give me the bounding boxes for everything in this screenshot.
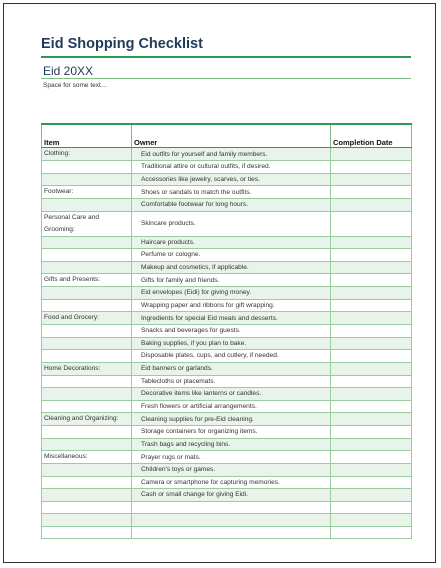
completion-date-cell[interactable] [331,489,412,502]
column-header-completion-date: Completion Date [331,124,412,148]
completion-date-cell[interactable] [331,211,412,236]
completion-date-cell[interactable] [331,501,412,514]
completion-date-cell[interactable] [331,337,412,350]
completion-date-cell[interactable] [331,148,412,161]
table-row [42,451,412,464]
completion-date-cell[interactable] [331,413,412,426]
table-row [42,501,412,514]
checklist-table [41,123,412,539]
column-header-owner: Owner [132,124,331,148]
table-row [42,489,412,502]
item-cell: Personal Care and Grooming: [42,211,132,236]
table-row [42,148,412,161]
item-cell [42,501,132,514]
table-row [42,261,412,274]
table-row [42,186,412,199]
owner-cell: Tablecloths or placemats. [132,375,331,388]
owner-cell: Comfortable footwear for long hours. [132,199,331,212]
owner-cell: Trash bags and recycling bins. [132,438,331,451]
completion-date-cell[interactable] [331,526,412,539]
table-row [42,211,412,236]
table-row [42,526,412,539]
completion-date-cell[interactable] [331,312,412,325]
item-cell [42,173,132,186]
owner-cell: Fresh flowers or artificial arrangements. [132,400,331,413]
item-cell [42,476,132,489]
owner-cell: Disposable plates, cups, and cutlery, if needed. [132,350,331,363]
owner-cell [132,501,331,514]
item-cell [42,261,132,274]
table-row [42,350,412,363]
item-cell [42,199,132,212]
item-cell: Clothing: [42,148,132,161]
completion-date-cell[interactable] [331,362,412,375]
item-cell: Cleaning and Organizing: [42,413,132,426]
table-row [42,514,412,527]
item-cell [42,514,132,527]
table-row [42,464,412,477]
owner-cell: Traditional attire or cultural outfits, if desired. [132,161,331,174]
completion-date-cell[interactable] [331,261,412,274]
table-row [42,274,412,287]
item-cell: Gifts and Presents: [42,274,132,287]
owner-cell [132,514,331,527]
table-row [42,438,412,451]
completion-date-cell[interactable] [331,236,412,249]
owner-cell: Wrapping paper and ribbons for gift wrapping. [132,299,331,312]
completion-date-cell[interactable] [331,514,412,527]
table-row [42,375,412,388]
table-row [42,476,412,489]
note-text: Space for some text… [43,82,108,89]
item-cell: Footwear: [42,186,132,199]
table-row [42,413,412,426]
table-row [42,325,412,338]
table-row [42,426,412,439]
owner-cell: Cleaning supplies for pre-Eid cleaning. [132,413,331,426]
owner-cell: Prayer rugs or mats. [132,451,331,464]
item-cell: Miscellaneous: [42,451,132,464]
item-cell: Food and Grocery: [42,312,132,325]
completion-date-cell[interactable] [331,249,412,262]
owner-cell: Cash or small change for giving Eidi. [132,489,331,502]
owner-cell: Perfume or cologne. [132,249,331,262]
owner-cell: Eid banners or garlands. [132,362,331,375]
item-cell [42,337,132,350]
table-row [42,337,412,350]
completion-date-cell[interactable] [331,476,412,489]
year-divider [41,78,411,79]
owner-cell: Haircare products. [132,236,331,249]
item-cell [42,388,132,401]
owner-cell: Snacks and beverages for guests. [132,325,331,338]
completion-date-cell[interactable] [331,287,412,300]
completion-date-cell[interactable] [331,173,412,186]
title-divider [41,56,411,58]
owner-cell: Ingredients for special Eid meals and desserts. [132,312,331,325]
item-cell [42,287,132,300]
table-header-row [42,124,412,148]
owner-cell: Children's toys or games. [132,464,331,477]
completion-date-cell[interactable] [331,426,412,439]
owner-cell: Eid envelopes (Eidi) for giving money. [132,287,331,300]
item-cell [42,299,132,312]
completion-date-cell[interactable] [331,375,412,388]
item-cell [42,161,132,174]
table-row [42,173,412,186]
completion-date-cell[interactable] [331,451,412,464]
item-cell [42,489,132,502]
item-cell [42,325,132,338]
item-cell [42,464,132,477]
completion-date-cell[interactable] [331,464,412,477]
completion-date-cell[interactable] [331,325,412,338]
completion-date-cell[interactable] [331,199,412,212]
table-row [42,312,412,325]
item-cell [42,526,132,539]
owner-cell: Baking supplies, if you plan to bake. [132,337,331,350]
table-row [42,388,412,401]
table-row [42,400,412,413]
item-cell [42,426,132,439]
owner-cell: Accessories like jewelry, scarves, or ties. [132,173,331,186]
item-cell [42,350,132,363]
completion-date-cell[interactable] [331,161,412,174]
item-cell [42,438,132,451]
table-row [42,199,412,212]
item-cell [42,249,132,262]
completion-date-cell[interactable] [331,438,412,451]
completion-date-cell[interactable] [331,186,412,199]
page-title: Eid Shopping Checklist [41,36,203,52]
owner-cell: Shoes or sandals to match the outfits. [132,186,331,199]
event-year: Eid 20XX [43,64,94,78]
table-row [42,249,412,262]
owner-cell [132,526,331,539]
owner-cell: Decorative items like lanterns or candles. [132,388,331,401]
completion-date-cell[interactable] [331,388,412,401]
owner-cell: Camera or smartphone for capturing memories. [132,476,331,489]
item-cell [42,375,132,388]
item-cell: Home Decorations: [42,362,132,375]
owner-cell: Skincare products. [132,211,331,236]
table-row [42,287,412,300]
completion-date-cell[interactable] [331,400,412,413]
table-row [42,362,412,375]
table-row [42,236,412,249]
completion-date-cell[interactable] [331,274,412,287]
owner-cell: Eid outfits for yourself and family members. [132,148,331,161]
owner-cell: Makeup and cosmetics, if applicable. [132,261,331,274]
completion-date-cell[interactable] [331,350,412,363]
column-header-item: Item [42,124,132,148]
completion-date-cell[interactable] [331,299,412,312]
item-cell [42,236,132,249]
owner-cell: Storage containers for organizing items. [132,426,331,439]
owner-cell: Gifts for family and friends. [132,274,331,287]
item-cell [42,400,132,413]
table-row [42,161,412,174]
table-row [42,299,412,312]
